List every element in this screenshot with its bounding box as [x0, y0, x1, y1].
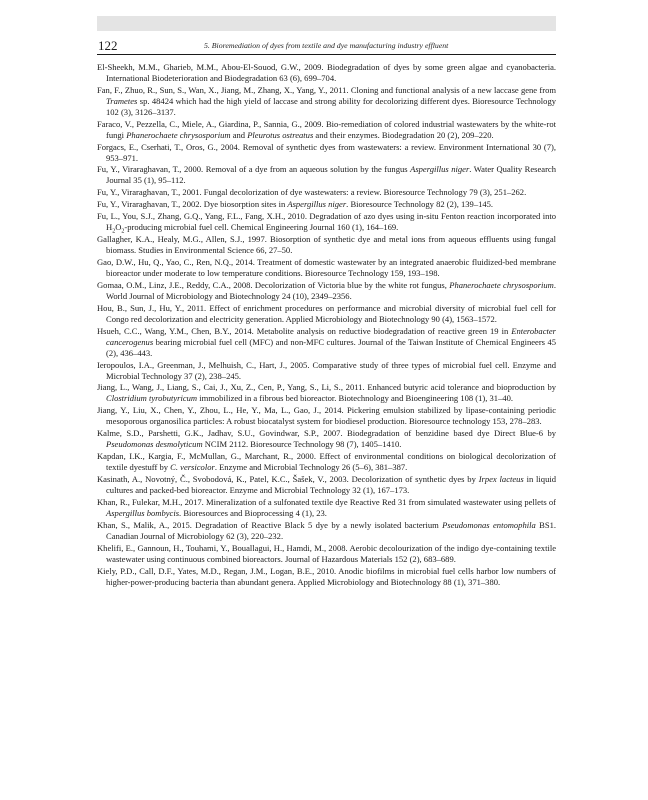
reference-text: and	[230, 129, 248, 140]
reference-text: Jiang, Y., Liu, X., Chen, Y., Zhou, L., He, Y., Ma, L., Gao, J., 2014. Pickering emulsion stabilized by lipase-containing periodic mesoporous organosilica particles: A robust biocatalyst system for biodiesel production. Bioresource technology 153, 278–283.	[97, 405, 556, 427]
reference-text: sp. 48424 which had the high yield of laccase and strong ability for decolorizing different dyes. Bioresource Technology 102 (3), 3126–3137.	[106, 95, 556, 117]
species-name: Trametes	[106, 95, 138, 106]
reference-text: Kasinath, A., Novotný, Č., Svobodová, K., Patel, K.C., Šašek, V., 2003. Decolorization of synthetic dyes by	[97, 474, 479, 485]
reference-text: Forgacs, E., Cserhati, T., Oros, G., 2004. Removal of synthetic dyes from wastewaters: a review. Environment International 30 (7), 953–971.	[97, 141, 556, 163]
reference-text: Fu, Y., Viraraghavan, T., 2000. Removal of a dye from an aqueous solution by the fungus	[97, 164, 411, 175]
reference-entry	[97, 85, 556, 118]
reference-entry	[97, 428, 556, 450]
reference-entry	[97, 360, 556, 382]
reference-text: Faraco, V., Pezzella, C., Miele, A., Giardina, P., Sannia, G., 2009. Bio-remediation of colored industrial wastewaters by the white-rot fungi	[97, 118, 556, 140]
reference-text: . World Journal of Microbiology and Biotechnology 24 (10), 2349–2356.	[106, 279, 556, 301]
reference-entry	[97, 164, 556, 186]
species-name: Pseudomonas entomophila	[442, 519, 536, 530]
reference-text: Gao, D.W., Hu, Q., Yao, C., Ren, N.Q., 2014. Treatment of domestic wastewater by an integrated anaerobic fluidized-bed membrane bioreactor under moderate to low temperature conditions. Bioresource Technology 159, 193–198.	[97, 257, 556, 279]
reference-entry	[97, 451, 556, 473]
reference-text: . Enzyme and Microbial Technology 26 (5–6), 381–387.	[214, 462, 408, 473]
reference-text: in liquid cultures and packed-bed bioreactor. Enzyme and Microbial Technology 32 (1), 167–173.	[106, 474, 556, 495]
reference-entry	[97, 280, 556, 302]
reference-text: Jiang, L., Wang, J., Liang, S., Cai, J., Xu, Z., Cen, P., Yang, S., Li, S., 2011. Enhanced butyric acid tolerance and bioproduction by	[97, 382, 556, 393]
reference-entry	[97, 187, 556, 198]
reference-text: BS1. Canadian Journal of Microbiology 62 (3), 220–232.	[106, 519, 556, 541]
reference-text: Hou, B., Sun, J., Hu, Y., 2011. Effect of enrichment procedures on performance and microbial diversity of microbial fuel cell for Congo red decolorization and electricity generation. Applied Microbiology and Biotechnology 90 (4), 1563–1572.	[97, 302, 556, 324]
reference-entry	[97, 497, 556, 519]
reference-entry	[97, 566, 556, 588]
reference-text: Kalme, S.D., Parshetti, G.K., Jadhav, S.U., Govindwar, S.P., 2007. Biodegradation of benzidine based dye Direct Blue-6 by	[97, 428, 556, 439]
reference-text: immobilized in a fibrous bed bioreactor. Biotechnology and Bioengineering 108 (1), 31–40.	[197, 393, 514, 404]
reference-text: bearing microbial fuel cell (MFC) and non-MFC cultures. Journal of the Taiwan Institute of Chemical Engineers 45 (2), 436–443.	[106, 336, 556, 358]
reference-text: . Water Quality Research Journal 35 (1), 95–112.	[106, 164, 556, 186]
reference-text: Gomaa, O.M., Linz, J.E., Reddy, C.A., 2008. Decolorization of Victoria blue by the white rot fungus,	[97, 279, 450, 290]
header-rule	[97, 54, 556, 55]
species-name: Aspergillus niger	[410, 164, 470, 175]
reference-entry	[97, 142, 556, 164]
reference-text: O	[115, 222, 122, 233]
header-bar	[97, 16, 556, 31]
species-name: Pseudomonas desmolyticum	[106, 439, 203, 450]
species-name: Aspergillus bombycis	[106, 507, 180, 518]
running-title: 5. Bioremediation of dyes from textile and dye manufacturing industry effluent	[204, 41, 449, 50]
subscript: 2	[112, 228, 116, 235]
page-number: 122	[98, 38, 118, 53]
reference-entry	[97, 520, 556, 542]
species-name: Phanerochaete chrysosporium	[126, 129, 231, 140]
reference-entry	[97, 303, 556, 325]
reference-entry	[97, 257, 556, 279]
reference-text: Fan, F., Zhuo, R., Sun, S., Wan, X., Jiang, M., Zhang, X., Yang, Y., 2011. Cloning and functional analysis of a new laccase gene from	[97, 84, 556, 95]
reference-entry	[97, 543, 556, 565]
reference-text: Fu, L., You, S.J., Zhang, G.Q., Yang, F.L., Fang, X.H., 2010. Degradation of azo dyes using in-situ Fenton reaction incorporated into H	[97, 211, 556, 233]
reference-text: Kapdan, I.K., Kargia, F., McMullan, G., Marchant, R., 2000. Effect of environmental conditions on biological decolorization of textile dyestuff by	[97, 451, 556, 473]
reference-text: Kiely, P.D., Call, D.F., Yates, M.D., Regan, J.M., Logan, B.E., 2010. Anodic biofilms in microbial fuel cells harbor low numbers of higher-power-producing bacteria than abundant genera. Applied Microbiology and Biotechnology 88 (1), 371–380.	[97, 565, 556, 587]
reference-text: and their enzymes. Biodegradation 20 (2), 209–220.	[313, 129, 494, 140]
reference-text: Gallagher, K.A., Healy, M.G., Allen, S.J., 1997. Biosorption of synthetic dye and metal ions from aqueous effluents using fungal biomass. Studies in Environmental Science 66, 27–50.	[97, 234, 556, 256]
reference-entry	[97, 326, 556, 359]
reference-entry	[97, 199, 556, 210]
reference-text: Ieropoulos, I.A., Greenman, J., Melhuish, C., Hart, J., 2005. Comparative study of three types of microbial fuel cell. Enzyme and Microbial Technology 37 (2), 238–245.	[97, 359, 556, 381]
species-name: Clostridium tyrobutyricum	[106, 393, 198, 404]
reference-text: . Bioresources and Bioprocessing 4 (1), 23.	[179, 507, 327, 518]
species-name: Pleurotus ostreatus	[247, 129, 314, 140]
reference-text: . Bioresource Technology 82 (2), 139–145.	[346, 199, 494, 210]
reference-entry	[97, 382, 556, 404]
reference-text: El-Sheekh, M.M., Gharieb, M.M., Abou-El-Souod, G.W., 2009. Biodegradation of dyes by some green algae and cyanobacteria. International Biodeterioration and Biodegradation 63 (6), 699–704.	[97, 62, 556, 83]
reference-entry	[97, 474, 556, 496]
species-name: C. versicolor	[170, 462, 215, 473]
species-name: Phanerochaete chrysosporium	[449, 279, 554, 290]
reference-text: NCIM 2112. Bioresource Technology 98 (7), 1405–1410.	[202, 439, 402, 450]
reference-text: Fu, Y., Viraraghavan, T., 2001. Fungal decolorization of dye wastewaters: a review. Bioresource Technology 79 (3), 251–262.	[97, 187, 527, 198]
reference-entry	[97, 119, 556, 141]
reference-text: -producing microbial fuel cell. Chemical Engineering Journal 160 (1), 164–169.	[124, 222, 399, 233]
species-name: Enterobacter cancerogenus	[106, 325, 556, 347]
reference-entry	[97, 405, 556, 427]
reference-entry	[97, 62, 556, 84]
reference-text: Fu, Y., Viraraghavan, T., 2002. Dye biosorption sites in	[97, 199, 288, 210]
species-name: Irpex lacteus	[478, 474, 524, 485]
reference-list	[97, 62, 556, 588]
species-name: Aspergillus niger	[287, 199, 347, 210]
reference-text: Khan, R., Fulekar, M.H., 2017. Mineralization of a sulfonated textile dye Reactive Red 31 from simulated wastewater using pellets of	[97, 496, 556, 507]
subscript: 2	[121, 228, 125, 235]
reference-text: Khan, S., Malik, A., 2015. Degradation of Reactive Black 5 dye by a newly isolated bacterium	[97, 519, 443, 530]
reference-entry	[97, 211, 556, 233]
reference-entry	[97, 234, 556, 256]
reference-text: Khelifi, E., Gannoun, H., Touhami, Y., Bouallagui, H., Hamdi, M., 2008. Aerobic decolourization of the indigo dye-containing textile wastewater using continuous combined bioreactors. Journal of Hazardous Materials 152 (2), 683–689.	[97, 542, 556, 564]
reference-text: Hsueh, C.C., Wang, Y.M., Chen, B.Y., 2014. Metabolite analysis on reductive biodegradation of reactive green 19 in	[97, 325, 512, 336]
